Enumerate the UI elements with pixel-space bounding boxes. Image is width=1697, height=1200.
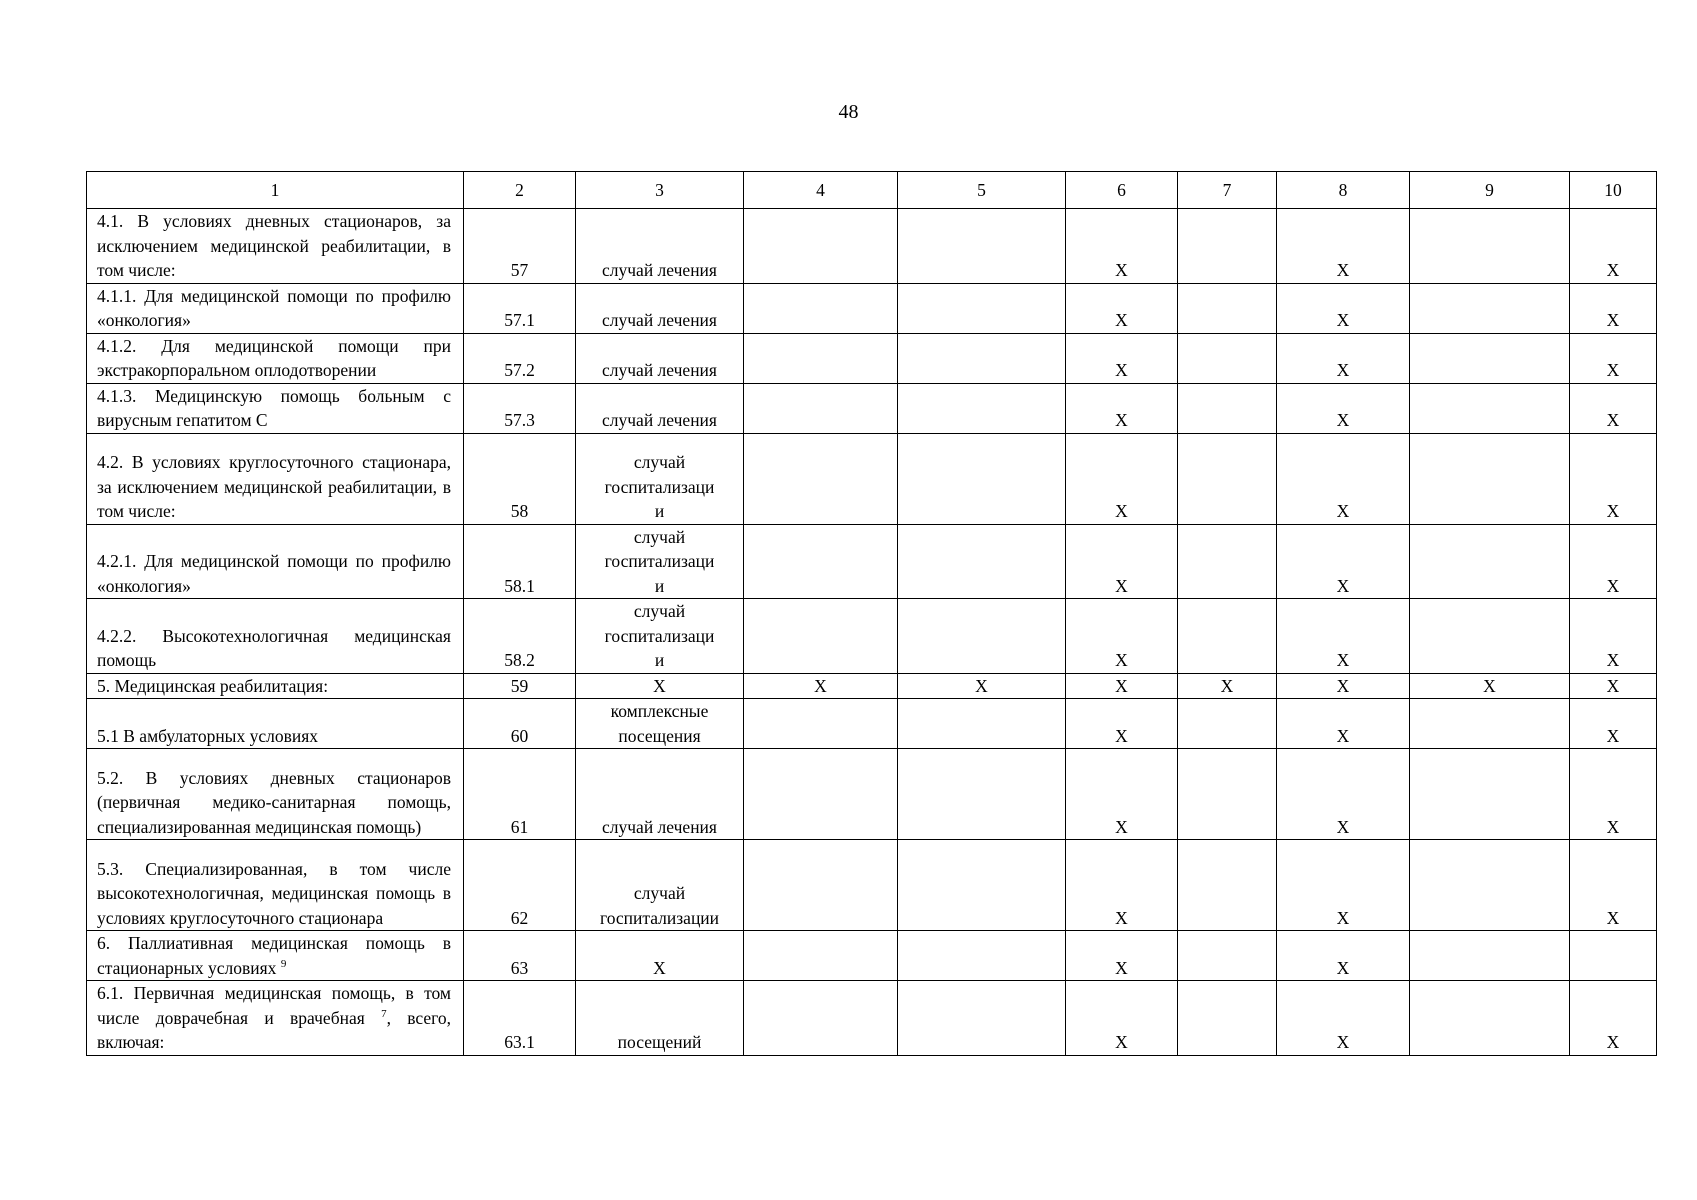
cell-col-5: X	[898, 673, 1066, 699]
table-row	[87, 673, 1657, 699]
table-row	[87, 931, 1657, 981]
cell-col-10: X	[1570, 981, 1657, 1056]
row-name-cell	[87, 283, 464, 333]
cell-col-10: X	[1570, 599, 1657, 674]
cell-col-5	[898, 599, 1066, 674]
row-unit-cell: случай лечения	[576, 383, 744, 433]
row-code-cell: 58.1	[464, 524, 576, 599]
cell-col-6: X	[1066, 931, 1178, 981]
row-code-cell: 62	[464, 840, 576, 931]
row-name: 6. Паллиативная медицинская помощь в стационарных условиях	[97, 933, 451, 978]
row-name: 4.2.2. Высокотехнологичная медицинская помощь	[97, 625, 451, 670]
cell-col-10: X	[1570, 333, 1657, 383]
cell-col-10	[1570, 931, 1657, 981]
cell-col-8: X	[1277, 599, 1410, 674]
cell-col-5	[898, 383, 1066, 433]
header-cell: 2	[464, 172, 576, 209]
row-name-cell	[87, 599, 464, 674]
cell-col-6: X	[1066, 981, 1178, 1056]
row-code-cell: 58.2	[464, 599, 576, 674]
cell-col-8: X	[1277, 840, 1410, 931]
cell-col-8: X	[1277, 981, 1410, 1056]
table-row	[87, 433, 1657, 524]
cell-col-10: X	[1570, 433, 1657, 524]
cell-col-7	[1178, 599, 1277, 674]
header-cell: 3	[576, 172, 744, 209]
cell-col-8: X	[1277, 524, 1410, 599]
cell-col-4	[744, 383, 898, 433]
cell-col-9	[1410, 209, 1570, 284]
cell-col-4	[744, 433, 898, 524]
cell-col-6: X	[1066, 383, 1178, 433]
cell-col-8: X	[1277, 673, 1410, 699]
table-row	[87, 283, 1657, 333]
row-name-cell	[87, 383, 464, 433]
cell-col-6: X	[1066, 283, 1178, 333]
cell-col-6: X	[1066, 599, 1178, 674]
row-name-cell	[87, 673, 464, 699]
row-name-cell	[87, 333, 464, 383]
cell-col-10: X	[1570, 283, 1657, 333]
cell-col-5	[898, 699, 1066, 749]
cell-col-4: X	[744, 673, 898, 699]
row-name-cell	[87, 209, 464, 284]
row-code-cell: 57.1	[464, 283, 576, 333]
cell-col-9	[1410, 981, 1570, 1056]
cell-col-7	[1178, 699, 1277, 749]
cell-col-7	[1178, 840, 1277, 931]
table-row	[87, 333, 1657, 383]
row-name: 5.3. Специализированная, в том числе высокотехнологичная, медицинская помощь в условиях круглосуточного стационара	[97, 858, 451, 928]
header-cell: 4	[744, 172, 898, 209]
row-unit-cell: случай госпитализаци и	[576, 433, 744, 524]
header-cell: 8	[1277, 172, 1410, 209]
cell-col-6: X	[1066, 699, 1178, 749]
row-name-cell	[87, 699, 464, 749]
footnote-mark: 7	[381, 1007, 387, 1020]
cell-col-7	[1178, 981, 1277, 1056]
table-row	[87, 209, 1657, 284]
row-name: 5.2. В условиях дневных стационаров (первичная медико-санитарная помощь, специализированная медицинская помощь)	[97, 767, 451, 837]
table-row	[87, 599, 1657, 674]
row-unit-cell: случай госпитализаци и	[576, 599, 744, 674]
header-cell: 7	[1178, 172, 1277, 209]
cell-col-9	[1410, 931, 1570, 981]
footnote-mark: 9	[280, 957, 287, 970]
cell-col-4	[744, 599, 898, 674]
cell-col-7	[1178, 333, 1277, 383]
row-unit-cell: случай госпитализаци и	[576, 524, 744, 599]
row-code-cell: 63.1	[464, 981, 576, 1056]
cell-col-6: X	[1066, 840, 1178, 931]
cell-col-5	[898, 209, 1066, 284]
row-code-cell: 59	[464, 673, 576, 699]
row-code-cell: 60	[464, 699, 576, 749]
row-name-cell	[87, 433, 464, 524]
row-code-cell: 61	[464, 749, 576, 840]
cell-col-5	[898, 524, 1066, 599]
cell-col-7	[1178, 283, 1277, 333]
row-name-cell	[87, 931, 464, 981]
row-unit-cell: X	[576, 931, 744, 981]
cell-col-9	[1410, 749, 1570, 840]
cell-col-4	[744, 931, 898, 981]
cell-col-10: X	[1570, 749, 1657, 840]
cell-col-7	[1178, 749, 1277, 840]
header-cell: 6	[1066, 172, 1178, 209]
row-name: 4.1.1. Для медицинской помощи по профилю «онкология»	[97, 285, 451, 330]
row-name-tail: , всего, включая:	[97, 1007, 452, 1052]
row-unit-cell: случай лечения	[576, 209, 744, 284]
cell-col-5	[898, 333, 1066, 383]
table-row	[87, 383, 1657, 433]
cell-col-6: X	[1066, 433, 1178, 524]
cell-col-10: X	[1570, 209, 1657, 284]
row-name-cell	[87, 981, 464, 1056]
cell-col-4	[744, 209, 898, 284]
cell-col-9	[1410, 840, 1570, 931]
row-name-cell	[87, 524, 464, 599]
cell-col-10: X	[1570, 673, 1657, 699]
cell-col-5	[898, 931, 1066, 981]
cell-col-7	[1178, 524, 1277, 599]
cell-col-5	[898, 981, 1066, 1056]
cell-col-9	[1410, 599, 1570, 674]
cell-col-6: X	[1066, 209, 1178, 284]
cell-col-4	[744, 981, 898, 1056]
row-name: 5.1 В амбулаторных условиях	[97, 725, 318, 746]
cell-col-7	[1178, 383, 1277, 433]
cell-col-10: X	[1570, 840, 1657, 931]
table-row	[87, 699, 1657, 749]
cell-col-8: X	[1277, 699, 1410, 749]
cell-col-8: X	[1277, 931, 1410, 981]
row-unit-cell: случай лечения	[576, 333, 744, 383]
table-header-row	[87, 172, 1657, 209]
cell-col-4	[744, 749, 898, 840]
cell-col-9	[1410, 433, 1570, 524]
row-name-cell	[87, 749, 464, 840]
cell-col-6: X	[1066, 524, 1178, 599]
row-unit-cell: случай госпитализации	[576, 840, 744, 931]
row-unit-cell: случай лечения	[576, 749, 744, 840]
row-unit-cell: случай лечения	[576, 283, 744, 333]
cell-col-5	[898, 433, 1066, 524]
table-row	[87, 840, 1657, 931]
row-name: 6.1. Первичная медицинская помощь, в том числе доврачебная и врачебная	[97, 983, 451, 1028]
cell-col-6: X	[1066, 673, 1178, 699]
cell-col-7: X	[1178, 673, 1277, 699]
cell-col-9	[1410, 383, 1570, 433]
cell-col-8: X	[1277, 209, 1410, 284]
row-name-cell	[87, 840, 464, 931]
cell-col-9	[1410, 524, 1570, 599]
row-name: 4.2. В условиях круглосуточного стационара, за исключением медицинской реабилитации, в том числе:	[97, 452, 451, 521]
cell-col-8: X	[1277, 433, 1410, 524]
cell-col-8: X	[1277, 283, 1410, 333]
cell-col-5	[898, 283, 1066, 333]
table-row	[87, 981, 1657, 1056]
data-table	[86, 171, 1657, 1056]
header-cell: 10	[1570, 172, 1657, 209]
row-name: 4.1.2. Для медицинской помощи при экстракорпоральном оплодотворении	[97, 335, 451, 380]
page-number: 48	[838, 101, 859, 123]
cell-col-5	[898, 749, 1066, 840]
cell-col-8: X	[1277, 749, 1410, 840]
row-code-cell: 57.2	[464, 333, 576, 383]
row-name: 4.1.3. Медицинскую помощь больным с вирусным гепатитом С	[97, 385, 451, 430]
cell-col-5	[898, 840, 1066, 931]
cell-col-8: X	[1277, 333, 1410, 383]
header-cell: 5	[898, 172, 1066, 209]
row-code-cell: 63	[464, 931, 576, 981]
cell-col-7	[1178, 931, 1277, 981]
cell-col-9	[1410, 283, 1570, 333]
row-name: 4.2.1. Для медицинской помощи по профилю «онкология»	[97, 551, 451, 596]
cell-col-10: X	[1570, 524, 1657, 599]
header-cell: 1	[87, 172, 464, 209]
cell-col-9	[1410, 333, 1570, 383]
row-unit-cell: X	[576, 673, 744, 699]
cell-col-4	[744, 524, 898, 599]
table-row	[87, 524, 1657, 599]
cell-col-9: X	[1410, 673, 1570, 699]
row-code-cell: 58	[464, 433, 576, 524]
cell-col-4	[744, 840, 898, 931]
cell-col-9	[1410, 699, 1570, 749]
cell-col-7	[1178, 433, 1277, 524]
row-unit-cell: посещений	[576, 981, 744, 1056]
row-name: 5. Медицинская реабилитация:	[97, 675, 329, 696]
row-unit-cell: комплексные посещения	[576, 699, 744, 749]
row-code-cell: 57	[464, 209, 576, 284]
row-name: 4.1. В условиях дневных стационаров, за исключением медицинской реабилитации, в том числе:	[97, 211, 451, 280]
cell-col-4	[744, 333, 898, 383]
table-row	[87, 749, 1657, 840]
row-code-cell: 57.3	[464, 383, 576, 433]
cell-col-4	[744, 283, 898, 333]
cell-col-6: X	[1066, 749, 1178, 840]
cell-col-4	[744, 699, 898, 749]
cell-col-10: X	[1570, 383, 1657, 433]
cell-col-6: X	[1066, 333, 1178, 383]
cell-col-7	[1178, 209, 1277, 284]
cell-col-8: X	[1277, 383, 1410, 433]
header-cell: 9	[1410, 172, 1570, 209]
cell-col-10: X	[1570, 699, 1657, 749]
